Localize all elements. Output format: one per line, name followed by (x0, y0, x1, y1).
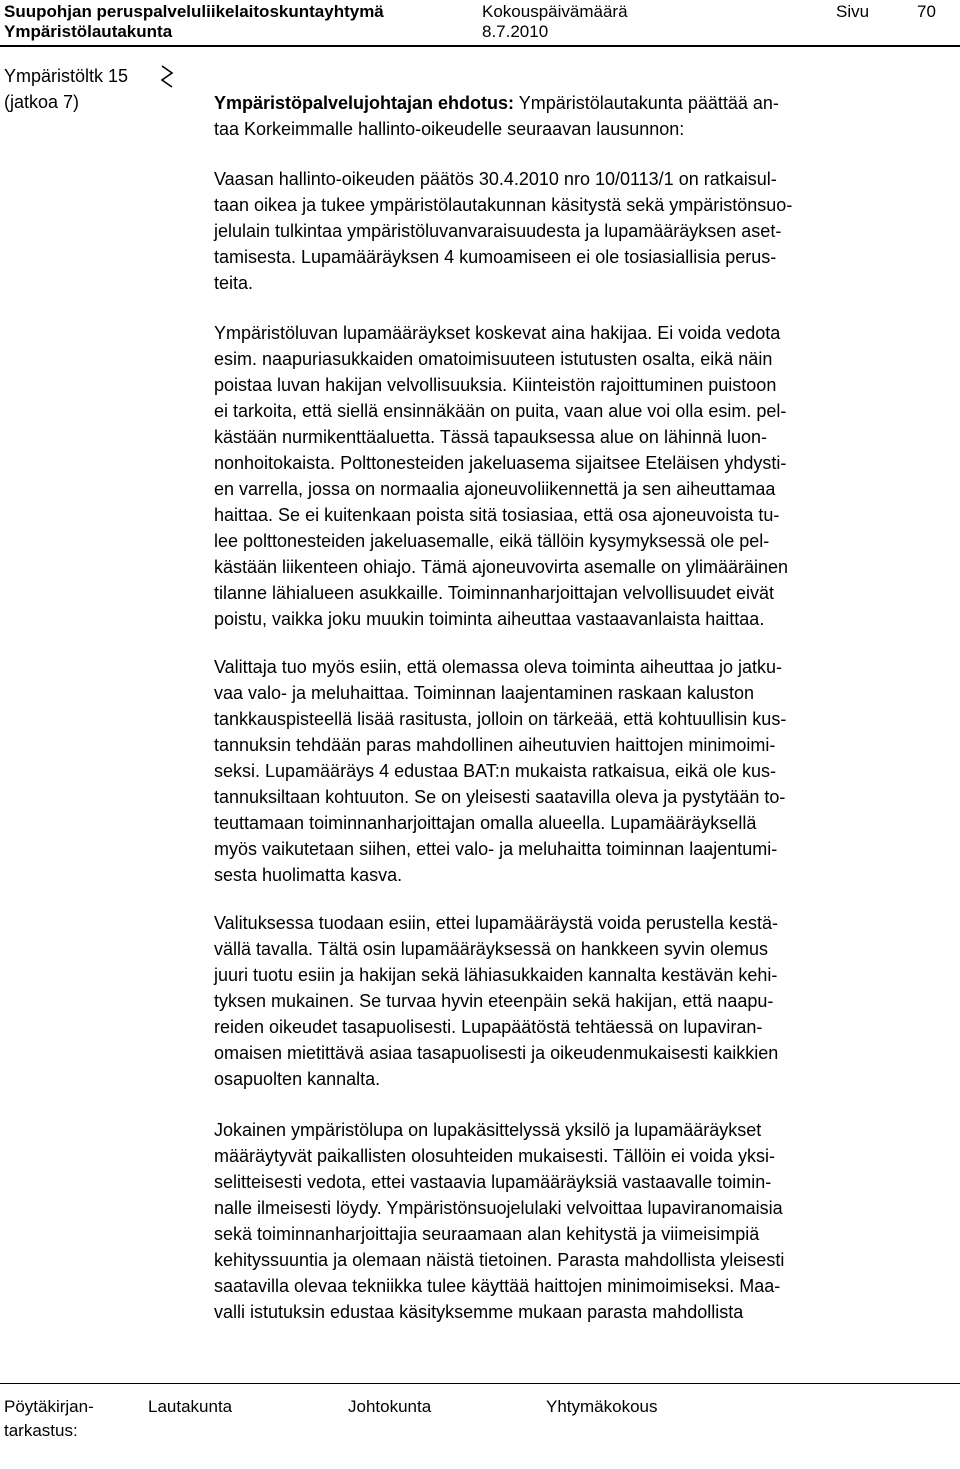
text-line: en varrella, jossa on normaalia ajoneuvoliikennettä ja sen aiheuttamaa (214, 479, 776, 499)
paragraph-sustainability (214, 910, 934, 1092)
page-label: Sivu (836, 2, 870, 21)
page-number: 70 (917, 2, 936, 21)
text-line: määräytyvät paikallisten olosuhteiden mukaisesti. Tällöin ei voida yksi- (214, 1146, 775, 1166)
meeting-date-label: Kokouspäivämäärä (482, 2, 628, 21)
text-line: osapuolten kannalta. (214, 1069, 381, 1089)
text-line: nalle ilmeisesti löydy. Ympäristönsuojelulaki velvoittaa lupaviranomaisia (214, 1198, 783, 1218)
text-line: kästään nurmikenttäaluetta. Tässä tapauksessa alue on lähinnä luon- (214, 427, 768, 447)
text-line: vällä tavalla. Tältä osin lupamääräyksessä on hankkeen syvin olemus (214, 939, 768, 959)
meeting-date: 8.7.2010 (482, 22, 549, 41)
text-line: taan oikea ja tukee ympäristölautakunnan käsitystä sekä ympäristönsuo- (214, 195, 793, 215)
section-continuation-mark-icon (160, 64, 174, 95)
proposal-intro (214, 90, 934, 142)
text-line: reiden oikeudet tasapuolisesti. Lupapäätöstä tehtäessä on lupaviran- (214, 1017, 763, 1037)
text-line: Valittaja tuo myös esiin, että olemassa oleva toiminta aiheuttaa jo jatku- (214, 657, 782, 677)
text-line: poistu, vaikka joku muukin toiminta aiheuttaa vastaavanlaista haittaa. (214, 609, 765, 629)
text-line: jelulain tulkintaa ympäristöluvanvaraisuudesta ja lupamääräyksen aset- (214, 221, 782, 241)
text-line: esim. naapuriasukkaiden omatoimisuuteen istutusten osalta, eikä näin (214, 349, 773, 369)
footer-joint-meeting-label: Yhtymäkokous (546, 1397, 658, 1416)
section-reference: Ympäristöltk 15 (4, 66, 129, 86)
footer-rule (0, 1383, 960, 1384)
text-line: vaa valo- ja meluhaittaa. Toiminnan laajentaminen raskaan kaluston (214, 683, 754, 703)
text-line: tankkauspisteellä lisää rasitusta, jolloin on tärkeää, että kohtuullisin kus- (214, 709, 787, 729)
text-line: ei tarkoita, että siellä ensinnäkään on puita, vaan alue voi olla esim. pel- (214, 401, 787, 421)
text-line: haittaa. Se ei kuitenkaan poista sitä tosiasiaa, että osa ajoneuvoista tu- (214, 505, 780, 525)
text-line: saatavilla olevaa tekniikka tulee käyttää haittojen minimoimiseksi. Maa- (214, 1276, 781, 1296)
text-line: Vaasan hallinto-oikeuden päätös 30.4.2010 nro 10/0113/1 on ratkaisul- (214, 169, 777, 189)
text-line: seksi. Lupamääräys 4 edustaa BAT:n mukaista ratkaisua, eikä ole kus- (214, 761, 776, 781)
paragraph-light-noise (214, 654, 934, 888)
text-line: juuri tuotu esiin ja hakijan sekä lähiasukkaiden kannalta kestävän kehi- (214, 965, 778, 985)
footer-executive-label: Johtokunta (348, 1397, 432, 1416)
section-continuation: (jatkoa 7) (4, 92, 80, 112)
proposal-intro-line: taa Korkeimmalle hallinto-oikeudelle seuraavan lausunnon: (214, 119, 685, 139)
text-line: Ympäristöluvan lupamääräykset koskevat aina hakijaa. Ei voida vedota (214, 323, 781, 343)
paragraph-court-decision (214, 166, 934, 296)
text-line: teita. (214, 273, 254, 293)
minutes-checker-line: tarkastus: (4, 1421, 78, 1440)
text-line: tannuksin tehdään paras mahdollinen aiheutuvien haittojen minimoimi- (214, 735, 776, 755)
proposal-intro-line (214, 90, 934, 116)
minutes-checker-line: Pöytäkirjan- (4, 1397, 94, 1416)
organization-name: Suupohjan peruspalveluliikelaitoskuntayhtymä (4, 2, 384, 21)
text-line: Valituksessa tuodaan esiin, ettei lupamääräystä voida perustella kestä- (214, 913, 778, 933)
text-line: teuttamaan toiminnanharjoittajan omalla alueella. Lupamääräyksellä (214, 813, 757, 833)
text-line: poistaa luvan hakijan velvollisuuksia. Kiinteistön rajoittuminen puistoon (214, 375, 777, 395)
text-line: sekä toiminnanharjoittajia seuraamaan alan kehitystä ja viimeisimpiä (214, 1224, 760, 1244)
text-line: tyksen mukainen. Se turvaa hyvin eteenpäin sekä hakijan, että naapu- (214, 991, 774, 1011)
text-line: tannuksiltaan kohtuuton. Se on yleisesti saatavilla oleva ja pystytään to- (214, 787, 786, 807)
text-line: valli istutuksin edustaa käsityksemme mukaan parasta mahdollista (214, 1302, 744, 1322)
text-line: kästään liikenteen ohiajo. Tämä ajoneuvovirta asemalle on ylimääräinen (214, 557, 789, 577)
paragraph-local-conditions (214, 1117, 934, 1325)
text-line: lee polttonesteiden jakeluasemalle, eikä tällöin kysymyksessä ole pel- (214, 531, 770, 551)
header-rule (0, 45, 960, 47)
proposal-intro-text: Ympäristölautakunta päättää an- (514, 93, 779, 113)
text-line: tilanne lähialueen asukkaille. Toiminnanharjoittajan velvollisuudet eivät (214, 583, 775, 603)
text-line: kehityssuuntia ja olemaan näistä tietoinen. Parasta mahdollista yleisesti (214, 1250, 785, 1270)
text-line: Jokainen ympäristölupa on lupakäsittelyssä yksilö ja lupamääräykset (214, 1120, 762, 1140)
paragraph-permit-obligations (214, 320, 934, 632)
text-line: nonhoitokaista. Polttonesteiden jakeluasema sijaitsee Eteläisen yhdysti- (214, 453, 787, 473)
footer-board-label: Lautakunta (148, 1397, 233, 1416)
text-line: sesta huolimatta kasva. (214, 865, 403, 885)
text-line: omaisen mietittävä asiaa tasapuolisesti ja oikeudenmukaisesti kaikkien (214, 1043, 779, 1063)
proposal-heading: Ympäristöpalvelujohtajan ehdotus: (214, 93, 515, 113)
text-line: selitteisesti vedota, ettei vastaavia lupamääräyksiä vastaavalle toimin- (214, 1172, 772, 1192)
text-line: myös vaikutetaan siihen, ettei valo- ja meluhaitta toiminnan laajentumi- (214, 839, 778, 859)
minutes-checker-label (4, 1395, 94, 1443)
text-line: tamisesta. Lupamääräyksen 4 kumoamiseen ei ole tosiasiallisia perus- (214, 247, 777, 267)
board-name: Ympäristölautakunta (4, 22, 173, 41)
